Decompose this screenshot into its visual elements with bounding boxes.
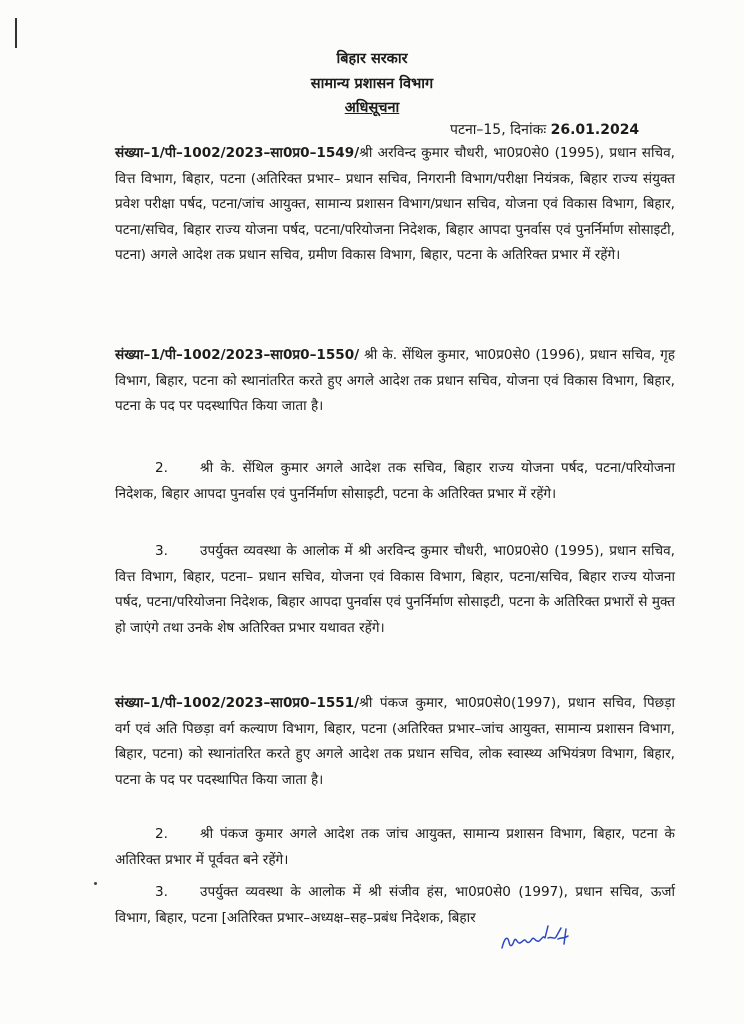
notification-3-clause-2 (115, 822, 675, 873)
clause-text: उपर्युक्त व्यवस्था के आलोक में श्री संजीव हंस, भा0प्र0से0 (1997), प्रधान सचिव, ऊर्जा विभाग, बिहार, पटना [अतिरिक्त प्रभार–अध्यक्ष–सह–प्रबंध निदेशक, बिहार (115, 884, 675, 926)
dateline-date: 26.01.2024 (550, 122, 640, 138)
department-title: सामान्य प्रशासन विभाग (310, 76, 434, 92)
government-title: बिहार सरकार (336, 51, 408, 67)
notification-2 (115, 343, 675, 420)
notification-heading: अधिसूचना (344, 100, 400, 116)
dateline-place: पटना–15, दिनांकः (450, 122, 551, 138)
clause-number: 3. (155, 884, 168, 900)
ink-dot (94, 882, 97, 885)
clause-number: 2. (155, 826, 168, 842)
dateline (450, 120, 639, 139)
clause-text: श्री पंकज कुमार अगले आदेश तक जांच आयुक्त, सामान्य प्रशासन विभाग, बिहार, पटना के अतिरिक्त प्रभार में पूर्ववत बने रहेंगे। (115, 826, 675, 868)
margin-mark (15, 18, 17, 48)
clause-text: उपर्युक्त व्यवस्था के आलोक में श्री अरविन्द कुमार चौधरी, भा0प्र0से0 (1995), प्रधान सचिव, वित्त विभाग, बिहार, पटना– प्रधान सचिव, योजना एवं विकास विभाग, बिहार, पटना/सचिव, बिहार राज्य योजना पर्षद, पटना/परियोजना निदेशक, बिहार आपदा पुनर्वास एवं पुनर्निर्माण सोसाइटी, पटना के अतिरिक्त प्रभारों से मुक्त हो जाएंगे तथा उनके शेष अतिरिक्त प्रभार यथावत रहेंगे। (115, 543, 675, 636)
handwritten-signature (498, 922, 580, 956)
clause-number: 2. (155, 460, 168, 476)
notification-3-ref: संख्या–1/पी–1002/2023–सा0प्र0–1551/ (115, 695, 360, 711)
clause-number: 3. (155, 543, 168, 559)
notification-2-clause-2 (115, 456, 675, 507)
notification-3-text: श्री पंकज कुमार, भा0प्र0से0(1997), प्रधान सचिव, पिछड़ा वर्ग एवं अति पिछड़ा वर्ग कल्याण विभाग, बिहार, पटना (अतिरिक्त प्रभार–जांच आयुक्त, सामान्य प्रशासन विभाग, बिहार, पटना) को स्थानांतरित करते हुए अगले आदेश तक प्रधान सचिव, लोक स्वास्थ्य अभियंत्रण विभाग, बिहार, पटना के पद पर पदस्थापित किया जाता है। (115, 695, 675, 788)
notification-2-text: श्री के. सेंथिल कुमार, भा0प्र0से0 (1996), प्रधान सचिव, गृह विभाग, बिहार, पटना को स्थानांतरित करते हुए अगले आदेश तक प्रधान सचिव, योजना एवं विकास विभाग, बिहार, पटना के पद पर पदस्थापित किया जाता है। (115, 347, 675, 414)
notification-1 (115, 141, 675, 269)
notification-3-clause-3 (115, 880, 675, 931)
clause-text: श्री के. सेंथिल कुमार अगले आदेश तक सचिव, बिहार राज्य योजना पर्षद, पटना/परियोजना निदेशक, बिहार आपदा पुनर्वास एवं पुनर्निर्माण सोसाइटी, पटना के अतिरिक्त प्रभार में रहेंगे। (115, 460, 675, 502)
notification-1-text: श्री अरविन्द कुमार चौधरी, भा0प्र0से0 (1995), प्रधान सचिव, वित्त विभाग, बिहार, पटना (अतिरिक्त प्रभार– प्रधान सचिव, निगरानी विभाग/परीक्षा नियंत्रक, बिहार राज्य संयुक्त प्रवेश परीक्षा पर्षद, पटना/जांच आयुक्त, सामान्य प्रशासन विभाग/प्रधान सचिव, योजना एवं विकास विभाग, बिहार, पटना/सचिव, बिहार राज्य योजना पर्षद, पटना/परियोजना निदेशक, बिहार आपदा पुनर्वास एवं पुनर्निर्माण सोसाइटी, पटना) अगले आदेश तक प्रधान सचिव, ग्रमीण विकास विभाग, बिहार, पटना के अतिरिक्त प्रभार में रहेंगे। (115, 145, 676, 263)
notification-1-ref: संख्या–1/पी–1002/2023–सा0प्र0–1549/ (115, 145, 360, 161)
notification-3 (115, 691, 675, 793)
notification-2-clause-3 (115, 539, 675, 641)
notification-2-ref: संख्या–1/पी–1002/2023–सा0प्र0–1550/ (115, 347, 360, 363)
